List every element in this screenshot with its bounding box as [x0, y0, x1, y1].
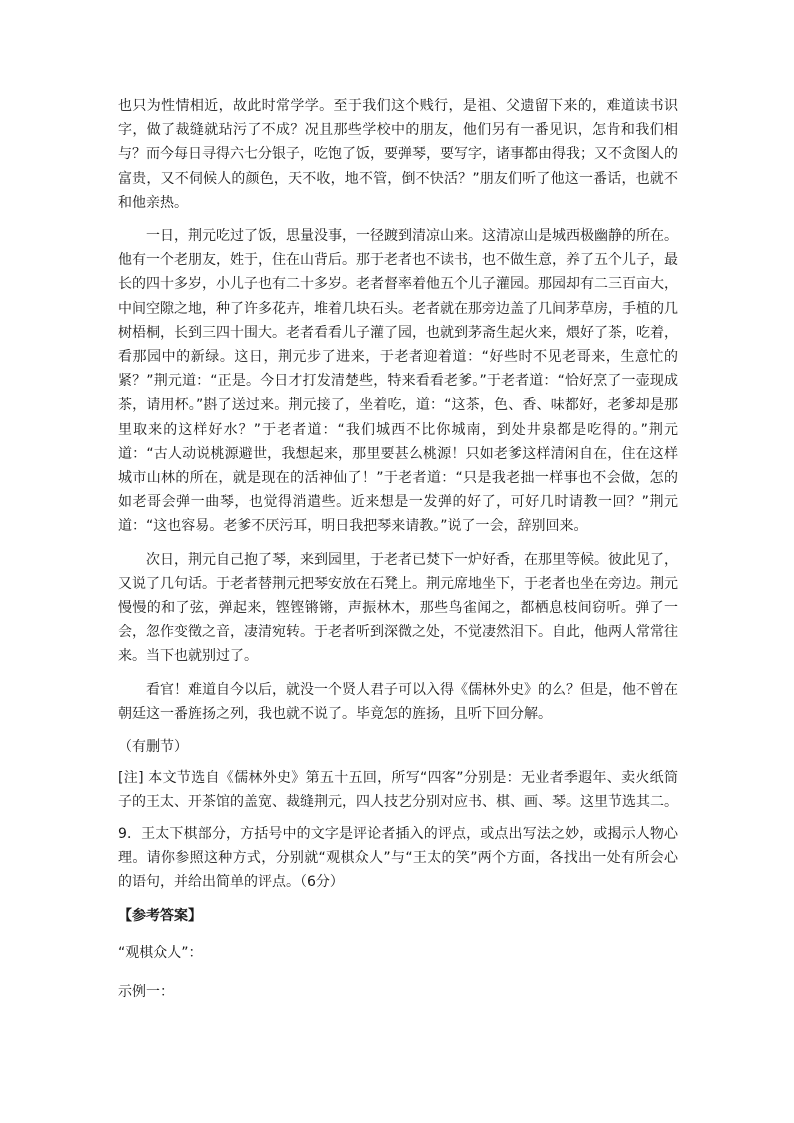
deletion-note: （有删节）: [118, 739, 188, 756]
paragraph-4: 看官！难道自今以后，就没一个贤人君子可以入得《儒林外史》的么？但是，他不曾在朝廷这一番旌扬之列，我也就不说了。毕竟怎的旌扬，且听下回分解。: [118, 681, 678, 722]
paragraph-2: 一日，荆元吃过了饭，思量没事，一径踱到清凉山来。这清凉山是城西极幽静的所在。他有一个老朋友，姓于，住在山背后。那于老者也不读书，也不做生意，养了五个儿子，最长的四十多岁，小儿子也有二十多岁。老者督率着他五个儿子灌园。那园却有二三百亩大，中间空隙之地，种了许多花卉，堆着几块石头。老者就在那旁边盖了几间茅草房，手植的几树梧桐，长到三四十围大。老者看看儿子灌了园，也就到茅斋生起火来，煨好了茶，吃着，看那园中的新绿。这日，荆元步了进来，于老者迎着道：“好些时不见老哥来，生意忙的紧？”荆元道：“正是。今日才打发清楚些，特来看看老爹。”于老者道：“恰好烹了一壶现成茶，请用杯。”斟了送过来。荆元接了，坐着吃，道：“这茶，色、香、味都好，老爹却是那里取来的这样好水？”于老者道：“我们城西不比你城南，到处井泉都是吃得的。”荆元道：“古人动说桃源避世，我想起来，那里要甚么桃源！只如老爹这样清闲自在，住在这样城市山林的所在，就是现在的活神仙了！”于老者道：“只是我老拙一样事也不会做，怎的如老哥会弹一曲琴，也觉得消遣些。近来想是一发弹的好了，可好几时请教一回？”荆元道：“这也容易。老爹不厌污耳，明日我把琴来请教。”说了一会，辞别回来。: [118, 228, 678, 535]
paragraph-1: 也只为性情相近，故此时常学学。至于我们这个贱行，是祖、父遗留下来的，难道读书识字，做了裁缝就玷污了不成？况且那些学校中的朋友，他们另有一番见识，怎肯和我们相与？而今每日寻得六七分银子，吃饱了饭，要弹琴，要写字，诸事都由得我；又不贪图人的富贵，又不伺候人的颜色，天不收，地不管，倒不快活？”朋友们听了他这一番话，也就不和他亲热。: [118, 98, 678, 211]
document-page: [118, 94, 678, 1019]
answer-label: “观棋众人”：: [118, 944, 203, 961]
example-label: 示例一：: [118, 983, 174, 1000]
answer-heading: 【参考答案】: [118, 908, 202, 925]
paragraph-3: 次日，荆元自己抱了琴，来到园里，于老者已焚下一炉好香，在那里等候。彼此见了，又说了几句话。于老者替荆元把琴安放在石凳上。荆元席地坐下，于老者也坐在旁边。荆元慢慢的和了弦，弹起来，铿铿锵锵，声振林木，那些鸟雀闻之，都栖息枝间窃听。弹了一会，忽作变徵之音，凄清宛转。于老者听到深微之处，不觉凄然泪下。自此，他两人常常往来。当下也就别过了。: [118, 551, 678, 665]
question-9: 9．王太下棋部分，方括号中的文字是评论者插入的评点，或点出写法之妙，或揭示人物心理。请你参照这种方式，分别就“观棋众人”与“王太的笑”两个方面，各找出一处有所会心的语句，并给出简单的评点。（6分）: [118, 825, 678, 891]
annotation-note: [注] 本文节选自《儒林外史》第五十五回，所写“四客”分别是：无业者季遐年、卖火纸筒子的王太、开茶馆的盖宽、裁缝荆元，四人技艺分别对应书、棋、画、琴。这里节选其二。: [118, 770, 678, 811]
